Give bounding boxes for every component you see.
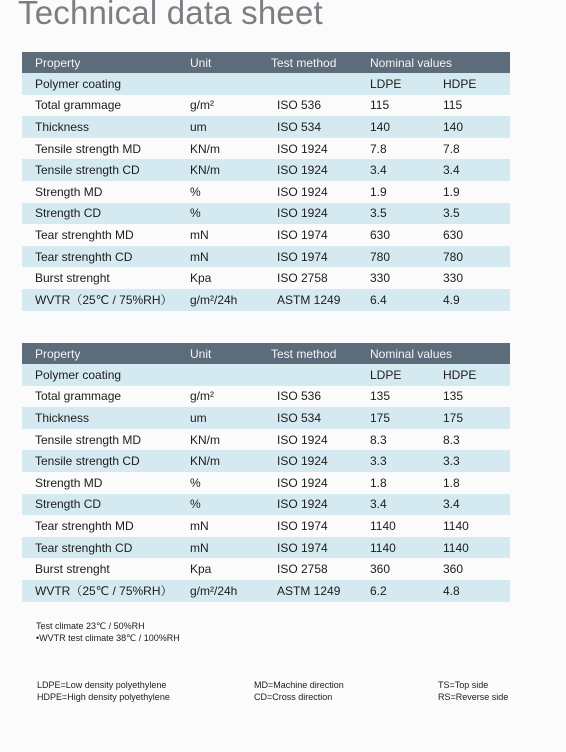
page-title: Technical data sheet (18, 0, 323, 31)
cell-test-method: ASTM 1249 (258, 289, 357, 311)
cell-test-method: ISO 536 (258, 386, 357, 408)
cell-unit: % (177, 203, 258, 225)
cell-ldpe-value: 3.3 (357, 450, 430, 472)
table-row (22, 472, 510, 494)
table-row (22, 386, 510, 408)
cell-test-method: ISO 2758 (258, 267, 357, 289)
cell-property: Tensile strength MD (22, 138, 177, 160)
cell-unit (177, 73, 258, 95)
cell-unit: g/m² (177, 386, 258, 408)
cell-property: Strength CD (22, 203, 177, 225)
legend-ldpe: LDPE=Low density polyethylene (37, 680, 167, 690)
cell-unit: % (177, 181, 258, 203)
cell-property: Strength MD (22, 472, 177, 494)
table-row (22, 429, 510, 451)
table-row (22, 515, 510, 537)
cell-hdpe-value: HDPE (430, 73, 510, 95)
cell-unit: KN/m (177, 450, 258, 472)
legend-md: MD=Machine direction (254, 680, 344, 690)
cell-hdpe-value: 115 (430, 95, 510, 117)
cell-property: Thickness (22, 407, 177, 429)
cell-hdpe-value: 140 (430, 116, 510, 138)
cell-test-method: ISO 1924 (258, 181, 357, 203)
legend-rs: RS=Reverse side (438, 692, 509, 702)
cell-ldpe-value: 3.5 (357, 203, 430, 225)
cell-property: Tensile strength CD (22, 159, 177, 181)
cell-ldpe-value: 140 (357, 116, 430, 138)
cell-test-method: ISO 1924 (258, 472, 357, 494)
cell-property: Polymer coating (22, 364, 177, 386)
cell-hdpe-value: 175 (430, 407, 510, 429)
table-row (22, 181, 510, 203)
header-property: Property (22, 52, 177, 73)
legend-hdpe: HDPE=High density polyethylene (37, 692, 170, 702)
cell-property: Thickness (22, 116, 177, 138)
cell-ldpe-value: 630 (357, 224, 430, 246)
cell-hdpe-value: 7.8 (430, 138, 510, 160)
cell-unit: g/m²/24h (177, 580, 258, 602)
cell-ldpe-value: 175 (357, 407, 430, 429)
header-test-method: Test method (258, 343, 357, 364)
cell-ldpe-value: 360 (357, 558, 430, 580)
cell-ldpe-value: 3.4 (357, 159, 430, 181)
table-body (22, 364, 510, 602)
table-row (22, 95, 510, 117)
header-property: Property (22, 343, 177, 364)
cell-test-method: ISO 1924 (258, 159, 357, 181)
cell-ldpe-value: 780 (357, 246, 430, 268)
cell-test-method: ISO 1974 (258, 515, 357, 537)
cell-hdpe-value: HDPE (430, 364, 510, 386)
cell-unit: um (177, 116, 258, 138)
cell-property: Tear strenghth MD (22, 515, 177, 537)
cell-unit: g/m²/24h (177, 289, 258, 311)
cell-test-method (258, 73, 357, 95)
header-nominal-values: Nominal values (357, 52, 510, 73)
cell-ldpe-value: LDPE (357, 73, 430, 95)
legend-polymer (37, 679, 170, 703)
header-unit: Unit (177, 52, 258, 73)
cell-property: Strength CD (22, 494, 177, 516)
table-row (22, 203, 510, 225)
header-unit: Unit (177, 343, 258, 364)
data-table-2 (22, 343, 510, 602)
cell-ldpe-value: 1140 (357, 537, 430, 559)
cell-property: Total grammage (22, 95, 177, 117)
cell-test-method: ISO 1924 (258, 494, 357, 516)
legend-side (438, 679, 508, 703)
cell-ldpe-value: 115 (357, 95, 430, 117)
table-row (22, 224, 510, 246)
table-row (22, 138, 510, 160)
table-row (22, 267, 510, 289)
cell-unit: KN/m (177, 138, 258, 160)
cell-hdpe-value: 780 (430, 246, 510, 268)
cell-property: Tensile strength CD (22, 450, 177, 472)
table-row (22, 494, 510, 516)
cell-ldpe-value: 135 (357, 386, 430, 408)
cell-test-method: ISO 536 (258, 95, 357, 117)
cell-unit: mN (177, 537, 258, 559)
cell-unit: Kpa (177, 558, 258, 580)
table-row (22, 246, 510, 268)
cell-test-method: ISO 1924 (258, 429, 357, 451)
table-body (22, 73, 510, 311)
table-row (22, 580, 510, 602)
cell-unit: % (177, 472, 258, 494)
cell-property: Tensile strength MD (22, 429, 177, 451)
header-test-method: Test method (258, 52, 357, 73)
cell-hdpe-value: 1140 (430, 537, 510, 559)
cell-property: Total grammage (22, 386, 177, 408)
cell-ldpe-value: 330 (357, 267, 430, 289)
cell-property: Tear strenghth CD (22, 537, 177, 559)
legend-direction (254, 679, 344, 703)
cell-hdpe-value: 3.4 (430, 159, 510, 181)
cell-hdpe-value: 360 (430, 558, 510, 580)
cell-ldpe-value: 1.8 (357, 472, 430, 494)
cell-hdpe-value: 4.8 (430, 580, 510, 602)
cell-ldpe-value: 6.4 (357, 289, 430, 311)
cell-ldpe-value: 8.3 (357, 429, 430, 451)
cell-property: WVTR（25℃ / 75%RH） (22, 580, 177, 602)
cell-test-method: ASTM 1249 (258, 580, 357, 602)
cell-property: Strength MD (22, 181, 177, 203)
cell-ldpe-value: 3.4 (357, 494, 430, 516)
table-row (22, 159, 510, 181)
cell-unit: % (177, 494, 258, 516)
cell-test-method: ISO 1974 (258, 537, 357, 559)
cell-unit: Kpa (177, 267, 258, 289)
cell-property: Tear strenghth CD (22, 246, 177, 268)
cell-unit: KN/m (177, 429, 258, 451)
table-row (22, 537, 510, 559)
cell-unit: mN (177, 246, 258, 268)
cell-property: Polymer coating (22, 73, 177, 95)
cell-test-method: ISO 1924 (258, 450, 357, 472)
cell-hdpe-value: 330 (430, 267, 510, 289)
cell-ldpe-value: 6.2 (357, 580, 430, 602)
cell-property: WVTR（25℃ / 75%RH） (22, 289, 177, 311)
table-row (22, 407, 510, 429)
cell-test-method: ISO 1974 (258, 246, 357, 268)
cell-hdpe-value: 8.3 (430, 429, 510, 451)
cell-property: Burst strenght (22, 558, 177, 580)
cell-property: Burst strenght (22, 267, 177, 289)
cell-test-method: ISO 1924 (258, 203, 357, 225)
cell-unit: um (177, 407, 258, 429)
cell-hdpe-value: 3.3 (430, 450, 510, 472)
cell-hdpe-value: 135 (430, 386, 510, 408)
cell-hdpe-value: 1.8 (430, 472, 510, 494)
cell-ldpe-value: LDPE (357, 364, 430, 386)
cell-hdpe-value: 4.9 (430, 289, 510, 311)
cell-ldpe-value: 1140 (357, 515, 430, 537)
legend-ts: TS=Top side (438, 680, 489, 690)
cell-ldpe-value: 7.8 (357, 138, 430, 160)
note-test-climate: Test climate 23℃ / 50%RH (36, 621, 145, 631)
header-nominal-values: Nominal values (357, 343, 510, 364)
cell-test-method: ISO 1974 (258, 224, 357, 246)
cell-unit: KN/m (177, 159, 258, 181)
table-row (22, 558, 510, 580)
cell-hdpe-value: 1140 (430, 515, 510, 537)
cell-test-method: ISO 2758 (258, 558, 357, 580)
cell-property: Tear strenghth MD (22, 224, 177, 246)
cell-unit: g/m² (177, 95, 258, 117)
cell-unit: mN (177, 515, 258, 537)
cell-unit (177, 364, 258, 386)
cell-test-method: ISO 534 (258, 407, 357, 429)
legend-cd: CD=Cross direction (254, 692, 333, 702)
test-notes (36, 620, 180, 644)
table-header-row (22, 343, 510, 364)
table-row (22, 116, 510, 138)
cell-unit: mN (177, 224, 258, 246)
data-table-1 (22, 52, 510, 311)
table-header-row (22, 52, 510, 73)
table-row (22, 450, 510, 472)
cell-test-method (258, 364, 357, 386)
note-wvtr-climate: •WVTR test climate 38℃ / 100%RH (36, 633, 180, 643)
cell-test-method: ISO 534 (258, 116, 357, 138)
cell-hdpe-value: 3.4 (430, 494, 510, 516)
cell-hdpe-value: 1.9 (430, 181, 510, 203)
table-row (22, 289, 510, 311)
cell-ldpe-value: 1.9 (357, 181, 430, 203)
table-row (22, 364, 510, 386)
table-row (22, 73, 510, 95)
cell-test-method: ISO 1924 (258, 138, 357, 160)
cell-hdpe-value: 630 (430, 224, 510, 246)
cell-hdpe-value: 3.5 (430, 203, 510, 225)
